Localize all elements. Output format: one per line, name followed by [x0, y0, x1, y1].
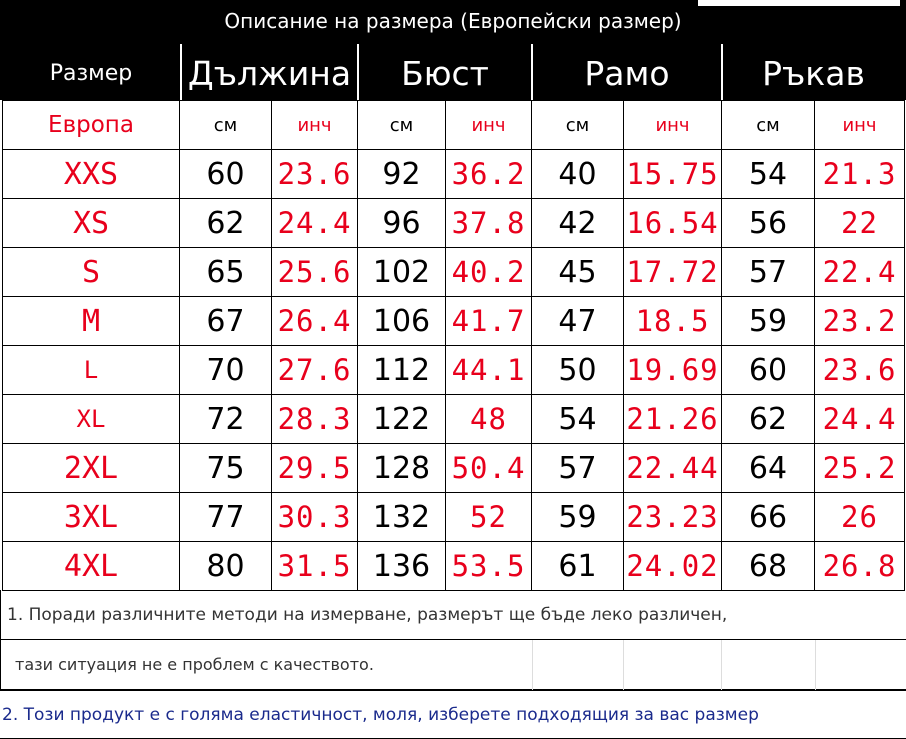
size-cell: XXS — [3, 150, 180, 199]
table-row — [3, 346, 905, 395]
bust-inch-cell: 37.8 — [446, 199, 532, 248]
length-inch-cell: 25.6 — [272, 248, 358, 297]
faint-divider — [532, 640, 533, 690]
table-row — [3, 199, 905, 248]
shoulder-inch-cell: 18.5 — [624, 297, 722, 346]
note-measurement — [0, 590, 906, 640]
note-measurement-text: 1. Поради различните методи на измерване, размерът ще бъде леко различен, — [7, 605, 728, 625]
length-cm-cell: 77 — [180, 493, 272, 542]
size-cell: XS — [3, 199, 180, 248]
unit-cm: см — [358, 101, 446, 150]
unit-inch: инч — [272, 101, 358, 150]
header-sleeve: Ръкав — [762, 54, 865, 93]
length-cm-cell: 80 — [180, 542, 272, 591]
shoulder-inch-cell: 15.75 — [624, 150, 722, 199]
size-cell: 2XL — [3, 444, 180, 493]
shoulder-inch-cell: 19.69 — [624, 346, 722, 395]
size-cell: 4XL — [3, 542, 180, 591]
table-row — [3, 248, 905, 297]
sleeve-inch-cell: 23.2 — [815, 297, 905, 346]
sleeve-cm-cell: 68 — [722, 542, 815, 591]
size-cell: M — [3, 297, 180, 346]
header-length: Дължина — [187, 54, 352, 93]
bust-inch-cell: 48 — [446, 395, 532, 444]
unit-cm: см — [722, 101, 815, 150]
faint-divider — [721, 640, 722, 690]
shoulder-cm-cell: 54 — [532, 395, 624, 444]
bust-cm-cell: 112 — [358, 346, 446, 395]
title-bar-notch — [698, 0, 900, 6]
bust-inch-cell: 36.2 — [446, 150, 532, 199]
bust-cm-cell: 136 — [358, 542, 446, 591]
bust-inch-cell: 50.4 — [446, 444, 532, 493]
size-cell: 3XL — [3, 493, 180, 542]
shoulder-inch-cell: 22.44 — [624, 444, 722, 493]
note-quality — [0, 640, 906, 690]
size-cell: L — [3, 346, 180, 395]
table-title-bar — [0, 0, 906, 44]
bust-inch-cell: 44.1 — [446, 346, 532, 395]
length-inch-cell: 30.3 — [272, 493, 358, 542]
bust-cm-cell: 122 — [358, 395, 446, 444]
sleeve-cm-cell: 66 — [722, 493, 815, 542]
header-size: Размер — [49, 61, 133, 86]
sleeve-cm-cell: 62 — [722, 395, 815, 444]
shoulder-inch-cell: 17.72 — [624, 248, 722, 297]
note-elasticity-text: 2. Този продукт е с голяма еластичност, моля, изберете подходящия за вас размер — [2, 705, 759, 725]
bust-cm-cell: 92 — [358, 150, 446, 199]
table-row — [3, 542, 905, 591]
unit-cm: см — [532, 101, 624, 150]
sleeve-cm-cell: 59 — [722, 297, 815, 346]
sleeve-cm-cell: 56 — [722, 199, 815, 248]
length-cm-cell: 70 — [180, 346, 272, 395]
units-row — [3, 101, 905, 150]
shoulder-inch-cell: 21.26 — [624, 395, 722, 444]
sleeve-cm-cell: 57 — [722, 248, 815, 297]
sleeve-inch-cell: 24.4 — [815, 395, 905, 444]
sleeve-cm-cell: 54 — [722, 150, 815, 199]
shoulder-cm-cell: 40 — [532, 150, 624, 199]
length-inch-cell: 26.4 — [272, 297, 358, 346]
length-inch-cell: 28.3 — [272, 395, 358, 444]
table-row — [3, 493, 905, 542]
length-inch-cell: 27.6 — [272, 346, 358, 395]
shoulder-cm-cell: 57 — [532, 444, 624, 493]
length-cm-cell: 67 — [180, 297, 272, 346]
sleeve-cm-cell: 60 — [722, 346, 815, 395]
sleeve-cm-cell: 64 — [722, 444, 815, 493]
bust-cm-cell: 102 — [358, 248, 446, 297]
unit-inch: инч — [624, 101, 722, 150]
sleeve-inch-cell: 25.2 — [815, 444, 905, 493]
bust-inch-cell: 41.7 — [446, 297, 532, 346]
size-cell: XL — [3, 395, 180, 444]
shoulder-inch-cell: 24.02 — [624, 542, 722, 591]
faint-divider — [623, 640, 624, 690]
header-bust: Бюст — [401, 54, 489, 93]
table-row — [3, 395, 905, 444]
unit-inch: инч — [815, 101, 905, 150]
shoulder-cm-cell: 50 — [532, 346, 624, 395]
table-title: Описание на размера (Европейски размер) — [224, 9, 682, 33]
length-cm-cell: 60 — [180, 150, 272, 199]
length-cm-cell: 62 — [180, 199, 272, 248]
bust-inch-cell: 52 — [446, 493, 532, 542]
bust-cm-cell: 128 — [358, 444, 446, 493]
bust-cm-cell: 132 — [358, 493, 446, 542]
length-inch-cell: 24.4 — [272, 199, 358, 248]
shoulder-inch-cell: 23.23 — [624, 493, 722, 542]
size-cell: S — [3, 248, 180, 297]
sleeve-inch-cell: 21.3 — [815, 150, 905, 199]
shoulder-cm-cell: 59 — [532, 493, 624, 542]
table-row — [3, 444, 905, 493]
bust-inch-cell: 53.5 — [446, 542, 532, 591]
table-row — [3, 150, 905, 199]
length-inch-cell: 31.5 — [272, 542, 358, 591]
sleeve-inch-cell: 22 — [815, 199, 905, 248]
header-shoulder: Рамо — [584, 54, 670, 93]
unit-cm: см — [180, 101, 272, 150]
shoulder-cm-cell: 42 — [532, 199, 624, 248]
faint-divider — [815, 640, 816, 690]
unit-inch: инч — [446, 101, 532, 150]
bust-cm-cell: 96 — [358, 199, 446, 248]
size-table — [2, 100, 905, 591]
sleeve-inch-cell: 26 — [815, 493, 905, 542]
note-quality-text: тази ситуация не е проблем с качеството. — [15, 655, 374, 674]
sleeve-inch-cell: 26.8 — [815, 542, 905, 591]
bust-cm-cell: 106 — [358, 297, 446, 346]
note-elasticity — [0, 690, 906, 739]
sleeve-inch-cell: 23.6 — [815, 346, 905, 395]
shoulder-cm-cell: 45 — [532, 248, 624, 297]
shoulder-cm-cell: 47 — [532, 297, 624, 346]
table-row — [3, 297, 905, 346]
length-inch-cell: 29.5 — [272, 444, 358, 493]
length-cm-cell: 75 — [180, 444, 272, 493]
length-cm-cell: 72 — [180, 395, 272, 444]
europe-label: Европа — [3, 101, 180, 150]
sleeve-inch-cell: 22.4 — [815, 248, 905, 297]
length-cm-cell: 65 — [180, 248, 272, 297]
shoulder-cm-cell: 61 — [532, 542, 624, 591]
bust-inch-cell: 40.2 — [446, 248, 532, 297]
shoulder-inch-cell: 16.54 — [624, 199, 722, 248]
length-inch-cell: 23.6 — [272, 150, 358, 199]
